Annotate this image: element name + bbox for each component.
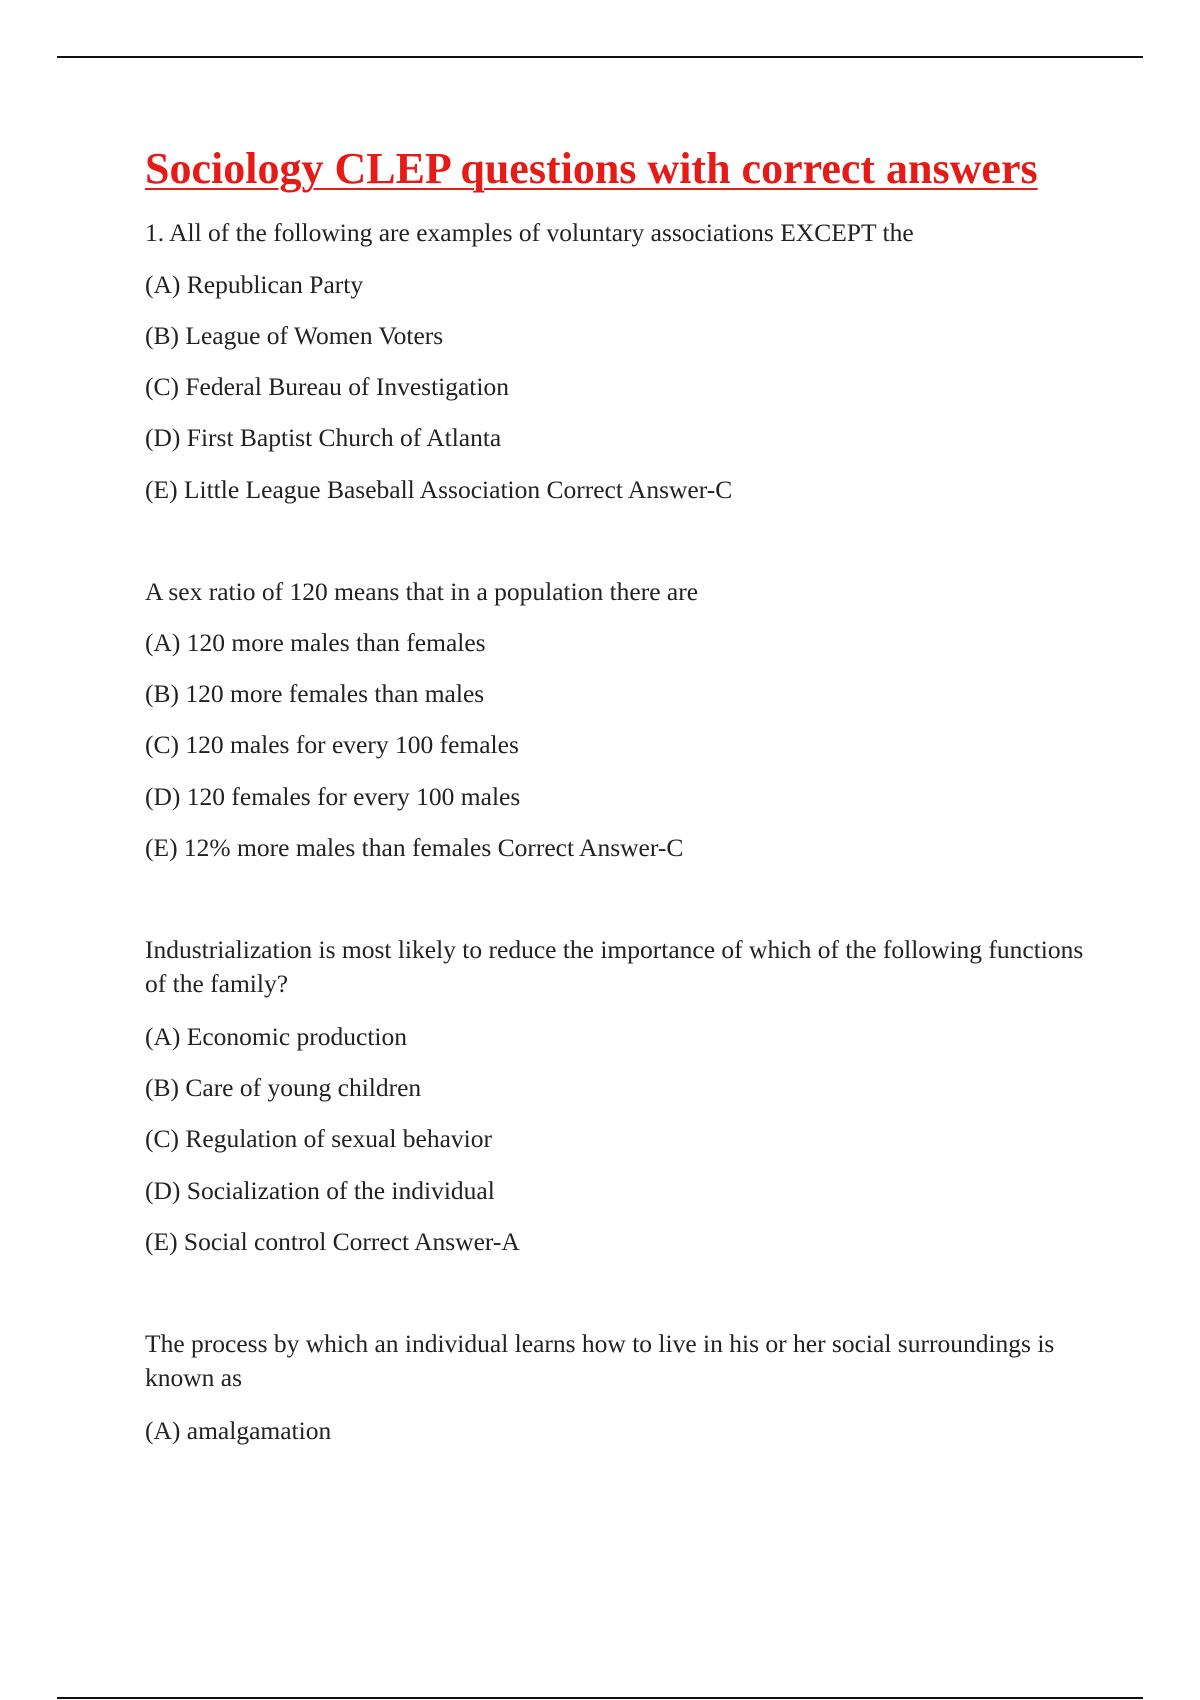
question-2-prompt: A sex ratio of 120 means that in a population there are: [145, 577, 699, 606]
question-1-prompt: 1. All of the following are examples of voluntary associations EXCEPT the: [145, 218, 914, 247]
question-3-option-d: (D) Socialization of the individual: [145, 1176, 495, 1205]
question-2-option-c: (C) 120 males for every 100 females: [145, 730, 519, 759]
question-1-option-e: (E) Little League Baseball Association Correct Answer-C: [145, 475, 733, 504]
bottom-rule: [57, 1697, 1143, 1699]
question-2-option-b: (B) 120 more females than males: [145, 679, 485, 708]
question-3-option-a: (A) Economic production: [145, 1022, 408, 1051]
question-3-option-e: (E) Social control Correct Answer-A: [145, 1227, 520, 1256]
question-2-option-e: (E) 12% more males than females Correct Answer-C: [145, 833, 684, 862]
question-1-option-d: (D) First Baptist Church of Atlanta: [145, 423, 502, 452]
question-4-option-a: (A) amalgamation: [145, 1416, 332, 1445]
question-2-option-d: (D) 120 females for every 100 males: [145, 782, 521, 811]
top-rule: [57, 56, 1143, 58]
question-3-option-c: (C) Regulation of sexual behavior: [145, 1124, 492, 1153]
document-title: Sociology CLEP questions with correct answers: [145, 144, 1038, 193]
question-2-option-a: (A) 120 more males than females: [145, 628, 486, 657]
question-3-option-b: (B) Care of young children: [145, 1073, 422, 1102]
question-1-option-b: (B) League of Women Voters: [145, 321, 444, 350]
question-1-option-a: (A) Republican Party: [145, 270, 364, 299]
question-1-option-c: (C) Federal Bureau of Investigation: [145, 372, 509, 401]
question-4-prompt: The process by which an individual learns how to live in his or her social surroundings is known as: [145, 1329, 1055, 1392]
question-3-prompt: Industrialization is most likely to reduce the importance of which of the following functions of the family?: [145, 935, 1084, 998]
